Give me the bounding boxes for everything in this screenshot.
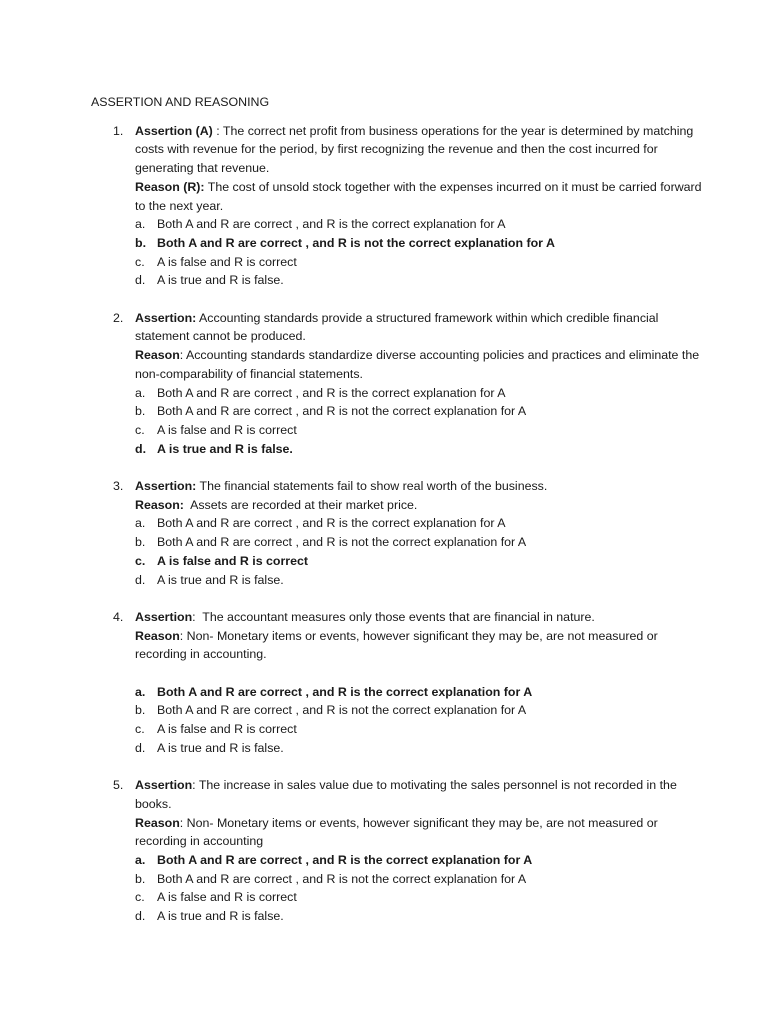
option-a (135, 384, 708, 403)
assertion-text: The correct net profit from business operations for the year is determined by matching costs with revenue for the period, by first recognizing the revenue and then the cost incurred for generating that revenue. (135, 123, 694, 176)
reason-text: Assets are recorded at their market price. (183, 497, 418, 512)
option-d (135, 739, 708, 758)
option-letter: d. (135, 909, 146, 924)
option-letter: c. (135, 553, 146, 568)
question-4 (91, 608, 708, 758)
assertion-text: The accountant measures only those events that are financial in nature. (202, 609, 595, 624)
option-letter: a. (135, 217, 146, 232)
option-letter: a. (135, 385, 146, 400)
reason-label: Reason (135, 815, 180, 830)
assertion-line (135, 477, 708, 496)
option-text: Both A and R are correct , and R is not the correct explanation for A (157, 871, 527, 886)
assertion-line (135, 122, 708, 178)
option-letter: d. (135, 740, 146, 755)
option-text: Both A and R are correct , and R is not the correct explanation for A (157, 703, 527, 718)
option-d (135, 907, 708, 926)
option-text: A is false and R is correct (157, 722, 297, 737)
option-letter: c. (135, 722, 145, 737)
assertion-line (135, 776, 708, 813)
assertion-separator: : (192, 778, 199, 793)
option-b (135, 870, 708, 889)
reason-text: : Accounting standards standardize diverse accounting policies and practices and eliminate the non-comparability of financial statements. (135, 348, 700, 381)
option-a (135, 215, 708, 234)
question-5 (91, 776, 708, 926)
question-number: 5. (113, 778, 124, 793)
option-text: Both A and R are correct , and R is the correct explanation for A (157, 217, 506, 232)
document-title: ASSERTION AND REASONING (91, 95, 270, 109)
option-letter: d. (135, 273, 146, 288)
option-letter: a. (135, 853, 146, 868)
option-letter: c. (135, 890, 145, 905)
option-d (135, 571, 708, 590)
option-letter: d. (135, 441, 147, 456)
assertion-text: The financial statements fail to show real worth of the business. (199, 479, 548, 494)
blank-line (135, 664, 708, 683)
option-letter: b. (135, 404, 146, 419)
option-text: A is true and R is false. (157, 909, 284, 924)
question-number: 2. (113, 310, 124, 325)
option-b (135, 533, 708, 552)
option-a (135, 514, 708, 533)
question-3 (91, 477, 708, 589)
option-d (135, 440, 708, 459)
reason-line (135, 814, 708, 851)
assertion-label: Assertion (135, 609, 193, 624)
question-number: 3. (113, 479, 124, 494)
reason-line (135, 627, 708, 664)
option-text: Both A and R are correct , and R is not the correct explanation for A (157, 404, 527, 419)
option-text: Both A and R are correct , and R is not the correct explanation for A (157, 535, 527, 550)
option-letter: b. (135, 235, 147, 250)
option-letter: c. (135, 422, 145, 437)
assertion-text: The increase in sales value due to motivating the sales personnel is not recorded in the books. (135, 778, 677, 811)
reason-line (135, 178, 708, 215)
option-text: Both A and R are correct , and R is not the correct explanation for A (157, 235, 555, 250)
option-c (135, 552, 708, 571)
option-b (135, 701, 708, 720)
assertion-text: Accounting standards provide a structured framework within which credible financial statement cannot be produced. (135, 310, 659, 344)
option-a (135, 683, 708, 702)
option-letter: b. (135, 703, 146, 718)
reason-text: : Non- Monetary items or events, however significant they may be, are not measured or recording in accounting (135, 815, 658, 849)
reason-label: Reason (135, 348, 180, 363)
option-letter: a. (135, 516, 146, 531)
option-text: A is true and R is false. (157, 740, 284, 755)
reason-line (135, 346, 708, 383)
option-text: Both A and R are correct , and R is the correct explanation for A (157, 684, 533, 699)
option-b (135, 234, 708, 253)
assertion-line (135, 309, 708, 346)
reason-label: Reason: (135, 497, 184, 512)
reason-label: Reason (135, 628, 180, 643)
question-number: 4. (113, 609, 124, 624)
question-2 (91, 309, 708, 459)
option-letter: b. (135, 871, 146, 886)
option-c (135, 888, 708, 907)
option-text: A is true and R is false. (157, 572, 284, 587)
question-number: 1. (113, 123, 124, 138)
reason-text: : Non- Monetary items or events, however significant they may be, are not measured or recording in accounting. (135, 628, 658, 662)
option-text: A is true and R is false. (157, 441, 293, 456)
option-text: A is false and R is correct (157, 254, 297, 269)
option-letter: c. (135, 254, 145, 269)
option-text: Both A and R are correct , and R is the correct explanation for A (157, 853, 533, 868)
assertion-line (135, 608, 708, 627)
option-c (135, 720, 708, 739)
assertion-label: Assertion: (135, 479, 197, 494)
reason-text: The cost of unsold stock together with the expenses incurred on it must be carried forward to the next year. (135, 179, 702, 213)
assertion-separator: : (192, 609, 203, 624)
assertion-separator: : (212, 123, 223, 138)
option-text: Both A and R are correct , and R is the correct explanation for A (157, 385, 506, 400)
option-letter: a. (135, 684, 146, 699)
option-text: A is false and R is correct (157, 422, 297, 437)
question-1 (91, 122, 708, 290)
option-text: Both A and R are correct , and R is the correct explanation for A (157, 516, 506, 531)
option-c (135, 253, 708, 272)
option-text: A is false and R is correct (157, 890, 297, 905)
reason-line (135, 496, 708, 515)
option-letter: b. (135, 535, 146, 550)
reason-label: Reason (R): (135, 179, 205, 194)
option-text: A is true and R is false. (157, 273, 284, 288)
assertion-label: Assertion (A) (135, 123, 213, 138)
assertion-label: Assertion: (135, 310, 197, 325)
option-text: A is false and R is correct (157, 553, 309, 568)
option-c (135, 421, 708, 440)
option-a (135, 851, 708, 870)
option-b (135, 402, 708, 421)
assertion-label: Assertion (135, 778, 193, 793)
option-d (135, 271, 708, 290)
option-letter: d. (135, 572, 146, 587)
